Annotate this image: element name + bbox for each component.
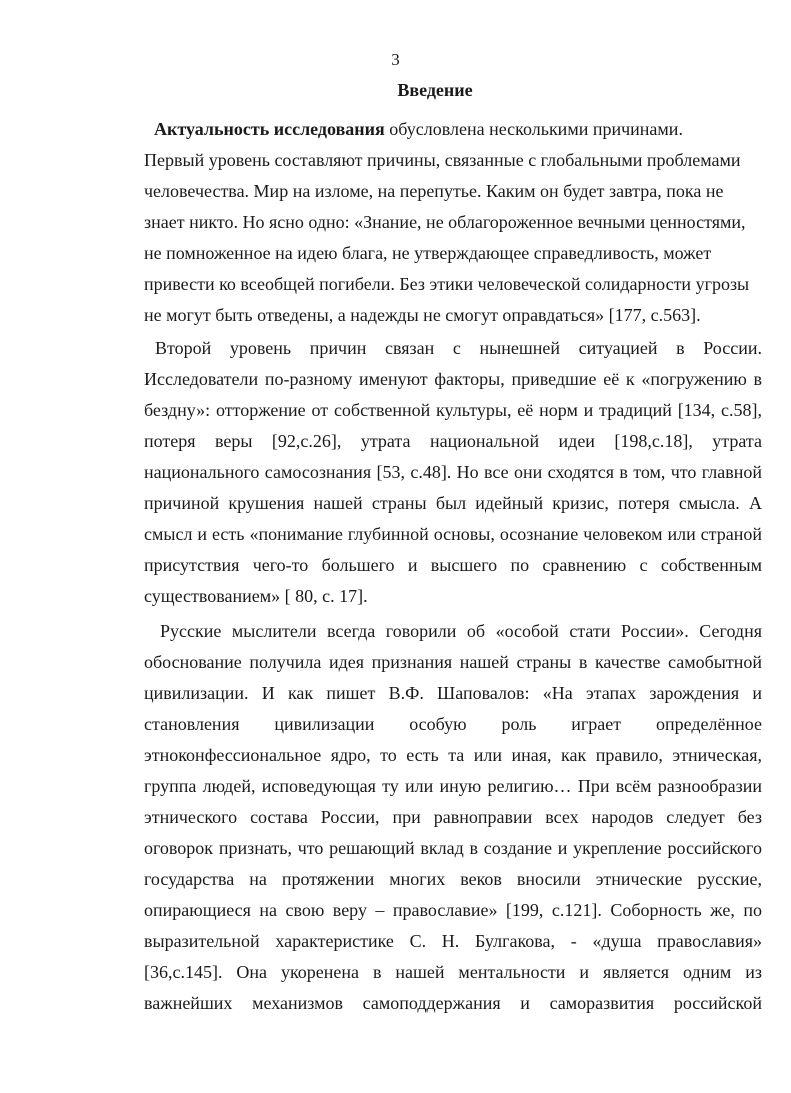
paragraph-1-line-4: знает никто. Но ясно одно: «Знание, не облагороженное вечными ценностями, [144,212,746,232]
paragraph-3-line-10: опирающиеся на свою веру – православие» [199, с.121]. Соборность же, по [144,900,762,920]
paragraph-3-line-3: цивилизации. И как пишет В.Ф. Шаповалов: «На этапах зарождения и [144,683,762,703]
paragraph-2-line-6: причиной крушения нашей страны был идейный кризис, потеря смысла. А [144,493,762,513]
paragraph-1-line-6: привести ко всеобщей погибели. Без этики человеческой солидарности угрозы [144,274,750,294]
paragraph-1-line-2: Первый уровень составляют причины, связанные с глобальными проблемами [144,150,741,170]
paragraph-3-line-13: важнейших механизмов самоподдержания и саморазвития российской [144,993,762,1013]
paragraph-1-line-3: человечества. Мир на изломе, на перепутье. Каким он будет завтра, пока не [144,181,724,201]
paragraph-3-line-5: этноконфессиональное ядро, то есть та или иная, как правило, этническая, [144,745,762,765]
paragraph-3-line-9: государства на протяжении многих веков вносили этнические русские, [144,869,762,889]
paragraph-1-lead: Актуальность исследования [154,119,385,139]
paragraph-3-line-6: группа людей, исповедующая ту или иную религию… При всём разнообразии [144,776,762,796]
section-heading: Введение [397,80,473,100]
paragraph-1-line-7: не могут быть отведены, а надежды не смогут оправдаться» [177, с.563]. [144,305,701,325]
paragraph-1-line-5: не помноженное на идею блага, не утверждающее справедливость, может [144,243,712,263]
paragraph-3-line-2: обоснование получила идея признания нашей страны в качестве самобытной [144,652,762,672]
paragraph-2-line-5: национального самосознания [53, с.48]. Но все они сходятся в том, что главной [144,462,762,482]
paragraph-3-line-1: Русские мыслители всегда говорили об «особой стати России». Сегодня [160,621,762,641]
paragraph-3-line-7: этнического состава России, при равноправии всех народов следует без [144,807,762,827]
paragraph-3-line-11: выразительной характеристике С. Н. Булгакова, - «душа православия» [144,931,762,951]
paragraph-3-line-12: [36,с.145]. Она укоренена в нашей ментальности и является одним из [144,962,762,982]
paragraph-2-line-9: существованием» [ 80, с. 17]. [144,586,368,606]
paragraph-2-line-8: присутствия чего-то большего и высшего по сравнению с собственным [144,555,762,575]
paragraph-2-line-3: бездну»: отторжение от собственной культуры, её норм и традиций [134, с.58], [144,400,762,420]
paragraph-3-line-8: оговорок признать, что решающий вклад в создание и укрепление российского [144,838,762,858]
page-number: 3 [391,50,400,69]
paragraph-2-line-1: Второй уровень причин связан с нынешней ситуацией в России. [155,338,762,358]
paragraph-1-lead-rest: обусловлена несколькими причинами. [384,119,683,139]
paragraph-1-line-1 [154,118,762,140]
paragraph-2-line-2: Исследователи по-разному именуют факторы, приведшие её к «погружению в [144,369,762,389]
paragraph-2-line-7: смысл и есть «понимание глубинной основы, осознание человеком или страной [144,524,762,544]
paragraph-2-line-4: потеря веры [92,с.26], утрата национальной идеи [198,с.18], утрата [144,431,762,451]
paragraph-3-line-4: становления цивилизации особую роль играет определённое [144,714,762,734]
